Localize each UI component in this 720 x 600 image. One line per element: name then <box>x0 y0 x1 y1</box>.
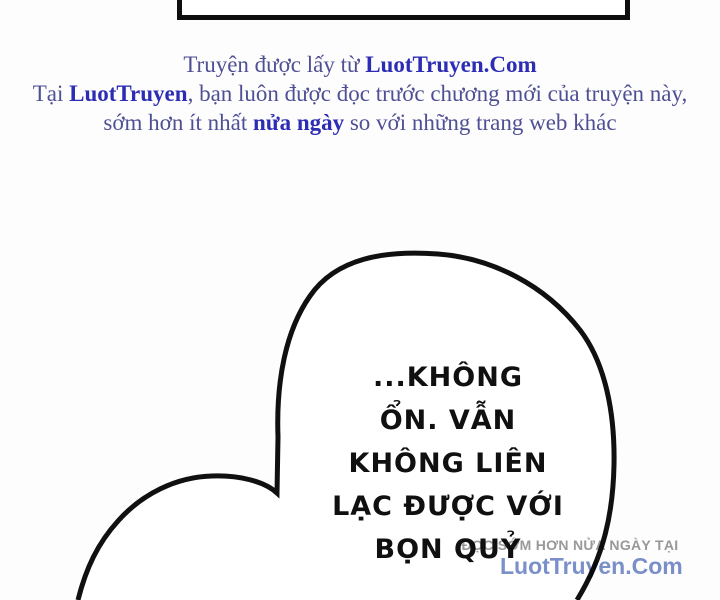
promo-text: so với những trang web khác <box>344 110 617 135</box>
highlight-text: nửa ngày <box>252 110 345 135</box>
speech-text-line: BỌN QUỶ <box>374 534 522 565</box>
site-name-text: LuotTruyen <box>69 81 188 106</box>
speech-text-line: ...KHÔNG <box>372 362 523 393</box>
speech-text-line: LẠC ĐƯỢC VỚI <box>332 491 564 522</box>
promo-text: Truyện được lấy từ <box>183 52 366 77</box>
promo-text: , bạn luôn được đọc trước chương mới của truyện này, <box>187 81 688 106</box>
speech-text-line: ỔN. VẪN <box>379 405 517 436</box>
promo-text: Tại <box>32 81 70 106</box>
speech-text-line: KHÔNG LIÊN <box>348 448 548 479</box>
site-name-text: LuotTruyen.Com <box>365 52 537 77</box>
watermark-tagline: ĐỌC SỚM HƠN NỬA NGÀY TẠI <box>461 537 679 553</box>
promo-text: sớm hơn ít nhất <box>103 110 253 135</box>
watermark-site: LuotTruyen.Com <box>500 553 683 579</box>
